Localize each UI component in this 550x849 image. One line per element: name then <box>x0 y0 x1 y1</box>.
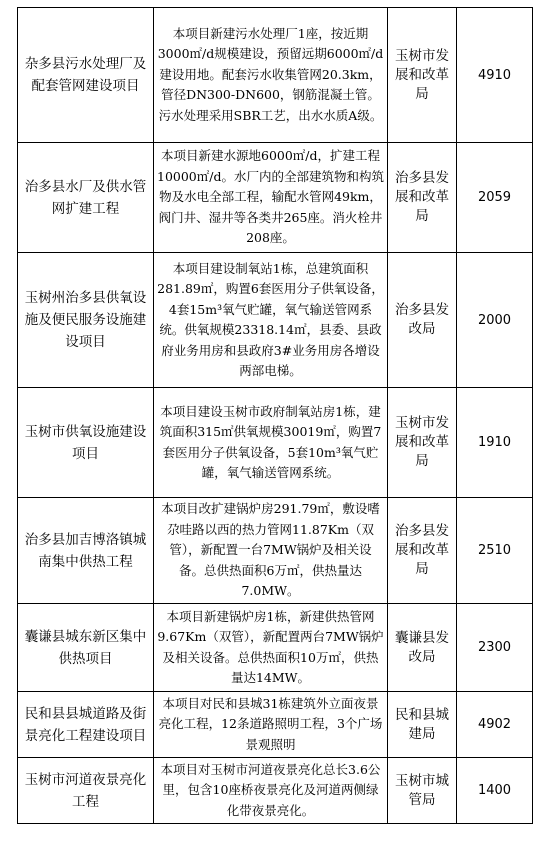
project-description-cell: 本项目对民和县城31栋建筑外立面夜景亮化工程，12条道路照明工程，3个广场景观照明 <box>154 692 388 758</box>
project-name-cell: 玉树市供氧设施建设项目 <box>18 388 154 498</box>
investment-amount-cell: 2300 <box>457 604 533 692</box>
responsible-unit-cell: 玉树市发展和改革局 <box>388 388 457 498</box>
project-description-cell: 本项目新建水源地6000㎡/d，扩建工程10000㎡/d。水厂内的全部建筑物和构筑物及水电全部工程，输配水管网49km，阀门井、湿井等各类井265座。消火栓井208座。 <box>154 143 388 253</box>
project-name-cell: 囊谦县城东新区集中供热项目 <box>18 604 154 692</box>
investment-amount-cell: 2510 <box>457 498 533 604</box>
investment-amount-cell: 4910 <box>457 8 533 143</box>
table-row <box>18 388 533 498</box>
responsible-unit-cell: 治多县发改局 <box>388 253 457 388</box>
investment-amount-cell: 1910 <box>457 388 533 498</box>
table-row <box>18 8 533 143</box>
project-name-cell: 治多县水厂及供水管网扩建工程 <box>18 143 154 253</box>
responsible-unit-cell: 治多县发展和改革局 <box>388 498 457 604</box>
project-description-cell: 本项目改扩建锅炉房291.79㎡，敷设嗜尕哇路以西的热力管网11.87Km（双管），新配置一台7MW锅炉及相关设备。总供热面积6万㎡，供热量达7.0MW。 <box>154 498 388 604</box>
project-description-cell: 本项目建设玉树市政府制氧站房1栋，建筑面积315㎡供氧规模30019㎡，购置7套医用分子供氧设备，5套10m³氧气贮罐，氧气输送管网系统。 <box>154 388 388 498</box>
project-name-cell: 玉树市河道夜景亮化工程 <box>18 758 154 824</box>
project-name-cell: 玉树州治多县供氧设施及便民服务设施建设项目 <box>18 253 154 388</box>
project-description-cell: 本项目新建锅炉房1栋，新建供热管网9.67Km（双管），新配置两台7MW锅炉及相关设备。总供热面积10万㎡，供热量达14MW。 <box>154 604 388 692</box>
table-row <box>18 143 533 253</box>
project-table <box>17 7 533 824</box>
investment-amount-cell: 1400 <box>457 758 533 824</box>
responsible-unit-cell: 民和县城建局 <box>388 692 457 758</box>
project-name-cell: 民和县县城道路及街景亮化工程建设项目 <box>18 692 154 758</box>
table-row <box>18 692 533 758</box>
project-name-cell: 治多县加吉博洛镇城南集中供热工程 <box>18 498 154 604</box>
table-row <box>18 758 533 824</box>
responsible-unit-cell: 囊谦县发改局 <box>388 604 457 692</box>
project-description-cell: 本项目新建污水处理厂1座，按近期3000㎡/d规模建设，预留远期6000㎡/d建设用地。配套污水收集管网20.3km，管径DN300-DN600，钢筋混凝土管。污水处理采用SBR工艺，出水水质A级。 <box>154 8 388 143</box>
investment-amount-cell: 2059 <box>457 143 533 253</box>
responsible-unit-cell: 玉树市发展和改革局 <box>388 8 457 143</box>
table-row <box>18 604 533 692</box>
responsible-unit-cell: 治多县发展和改革局 <box>388 143 457 253</box>
responsible-unit-cell: 玉树市城管局 <box>388 758 457 824</box>
project-description-cell: 本项目对玉树市河道夜景亮化总长3.6公里，包含10座桥夜景亮化及河道两侧绿化带夜景亮化。 <box>154 758 388 824</box>
table-row <box>18 498 533 604</box>
project-description-cell: 本项目建设制氧站1栋，总建筑面积281.89㎡，购置6套医用分子供氧设备，4套15m³氧气贮罐，氧气输送管网系统。供氧规模23318.14㎡，县委、县政府业务用房和县政府3#业务用房各增设两部电梯。 <box>154 253 388 388</box>
project-name-cell: 杂多县污水处理厂及配套管网建设项目 <box>18 8 154 143</box>
investment-amount-cell: 4902 <box>457 692 533 758</box>
table-row <box>18 253 533 388</box>
investment-amount-cell: 2000 <box>457 253 533 388</box>
